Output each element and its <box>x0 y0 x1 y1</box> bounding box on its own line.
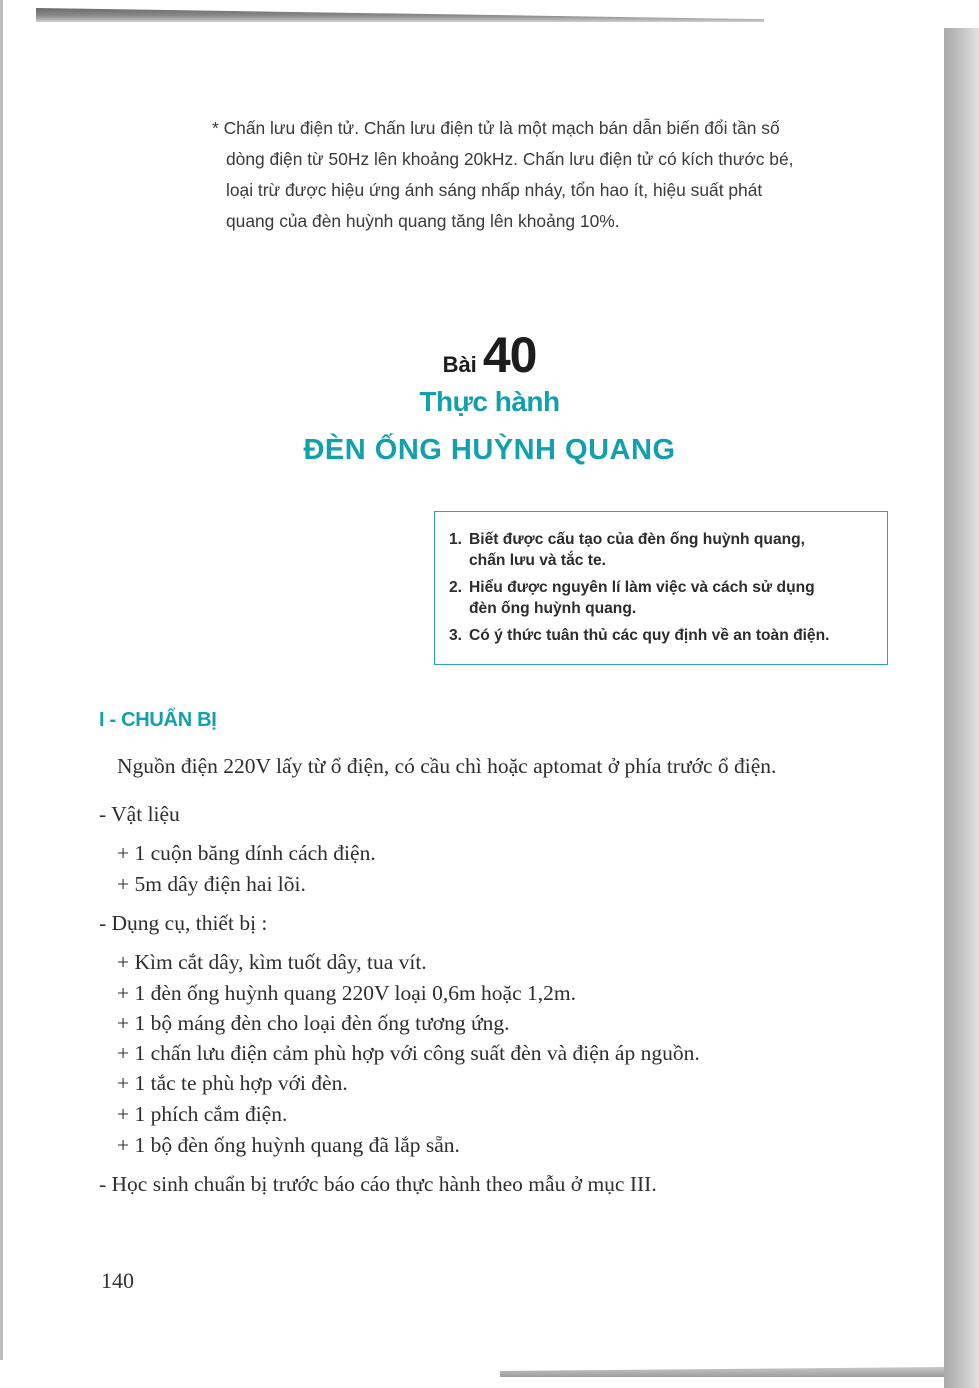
tool-item: + 1 bộ máng đèn cho loại đèn ống tương ứng. <box>117 1011 510 1035</box>
objectives-box <box>434 511 888 665</box>
tool-item: + 1 đèn ống huỳnh quang 220V loại 0,6m hoặc 1,2m. <box>117 981 576 1005</box>
objective-text: Biết được cấu tạo của đèn ống huỳnh quang, <box>469 531 806 548</box>
lesson-heading <box>0 326 979 467</box>
intro-note <box>212 113 896 237</box>
lesson-subtitle: Thực hành <box>419 386 560 417</box>
objective-text-wrap <box>469 577 815 619</box>
material-item: + 1 cuộn băng dính cách điện. <box>117 841 376 865</box>
section-heading: I - CHUẨN BỊ <box>99 709 217 731</box>
report-line: - Học sinh chuẩn bị trước báo cáo thực hành theo mẫu ở mục III. <box>99 1172 657 1196</box>
page-number: 140 <box>101 1268 134 1293</box>
note-line: * Chấn lưu điện tử. Chấn lưu điện tử là một mạch bán dẫn biến đổi tần số <box>212 118 780 138</box>
tool-item: + 1 phích cắm điện. <box>117 1102 288 1126</box>
tool-item: + 1 bộ đèn ống huỳnh quang đã lắp sẵn. <box>117 1133 460 1157</box>
objective-item <box>449 625 877 646</box>
materials-heading: - Vật liệu <box>99 802 180 826</box>
tool-item: + 1 chấn lưu điện cảm phù hợp với công suất đèn và điện áp nguồn. <box>117 1041 700 1065</box>
material-item: + 5m dây điện hai lõi. <box>117 872 306 896</box>
note-line: dòng điện từ 50Hz lên khoảng 20kHz. Chấn lưu điện tử có kích thước bé, <box>226 149 794 169</box>
lesson-number: 40 <box>482 327 537 383</box>
power-source-line: Nguồn điện 220V lấy từ ổ điện, có cầu chì hoặc aptomat ở phía trước ổ điện. <box>117 754 777 778</box>
note-line: quang của đèn huỳnh quang tăng lên khoảng 10%. <box>226 211 620 231</box>
objective-text: Hiểu được nguyên lí làm việc và cách sử dụng <box>469 579 815 596</box>
objectives-list <box>449 529 877 646</box>
tool-item: + Kìm cắt dây, kìm tuốt dây, tua vít. <box>117 950 427 974</box>
objective-number: 2. <box>449 579 463 596</box>
lesson-number-row <box>0 326 979 384</box>
scan-left-edge <box>0 0 3 1360</box>
objective-number: 1. <box>449 531 463 548</box>
objective-number: 3. <box>449 627 463 644</box>
note-line: loại trừ được hiệu ứng ánh sáng nhấp nháy, tổn hao ít, hiệu suất phát <box>226 180 763 200</box>
objective-text-wrap <box>469 529 805 571</box>
objective-item <box>449 577 877 619</box>
lesson-title: ĐÈN ỐNG HUỲNH QUANG <box>303 434 676 466</box>
objective-text-continued: chấn lưu và tắc te. <box>469 552 606 569</box>
objective-text-continued: đèn ống huỳnh quang. <box>469 600 637 617</box>
scan-bottom-rule <box>500 1367 944 1377</box>
tools-heading: - Dụng cụ, thiết bị : <box>99 911 268 935</box>
lesson-word: Bài <box>442 352 477 377</box>
tool-item: + 1 tắc te phù hợp với đèn. <box>117 1071 348 1095</box>
scan-right-edge <box>944 28 979 1388</box>
objective-text: Có ý thức tuân thủ các quy định về an toàn điện. <box>469 627 830 644</box>
objective-item <box>449 529 877 571</box>
scan-top-rule <box>36 8 764 22</box>
